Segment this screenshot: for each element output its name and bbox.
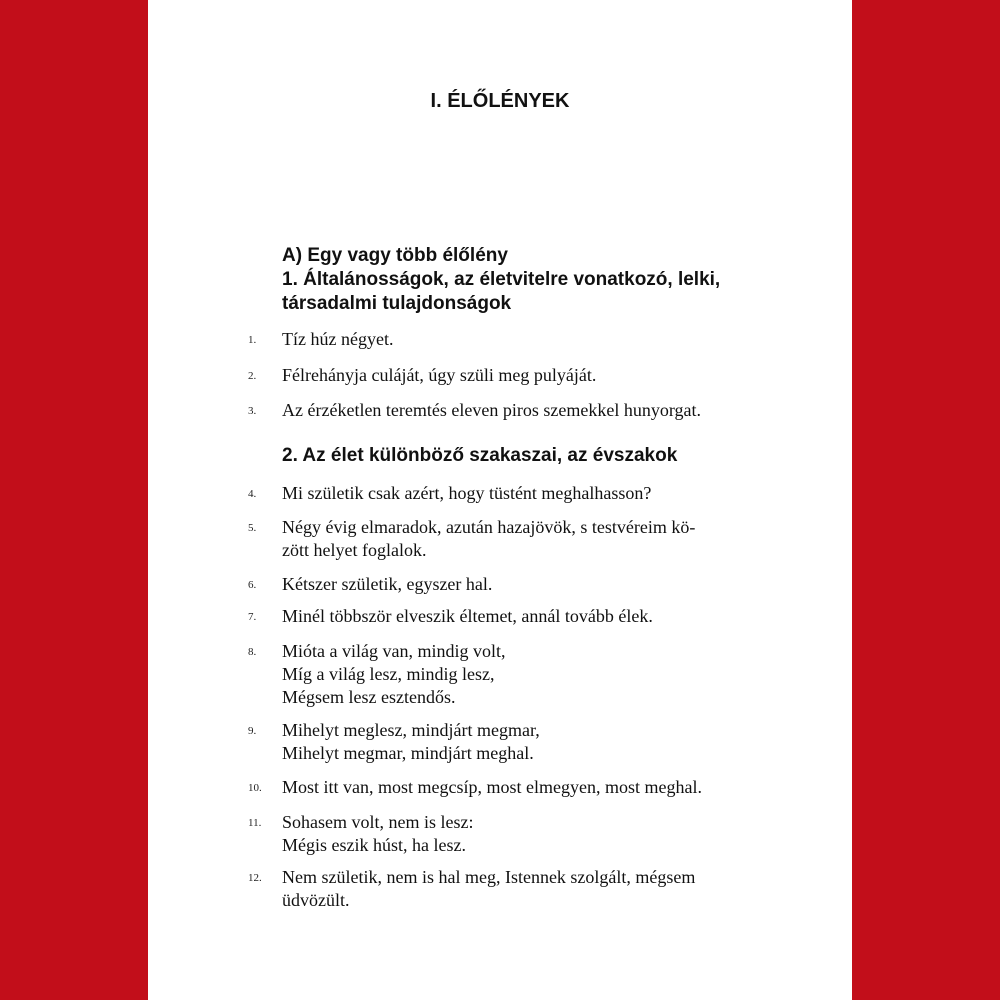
riddle-line: Most itt van, most megcsíp, most elmegyen, most meghal. [282,777,702,797]
riddle-line: Nem születik, nem is hal meg, Istennek szolgált, mégsem [282,867,696,887]
chapter-title: I. ÉLŐLÉNYEK [430,90,570,112]
section-a-title: A) Egy vagy több élőlény [282,245,508,266]
riddle-number: 4. [248,488,257,500]
subsection-1-title: 1. Általánosságok, az életvitelre vonatkozó, lelki, [282,269,721,290]
riddle-line: Mióta a világ van, mindig volt, [282,641,506,661]
riddle-text [282,364,762,387]
riddle-text [282,482,762,505]
section-a-heading [282,244,720,316]
subsection-2-title: 2. Az élet különböző szakaszai, az évszakok [282,445,678,466]
riddle-text [282,399,762,422]
riddle-line: Tíz húz négyet. [282,329,394,349]
book-page [148,0,852,1000]
riddle-line: Sohasem volt, nem is lesz: [282,812,474,832]
riddle-line: Mégis eszik húst, ha lesz. [282,835,466,855]
riddle-line: zött helyet foglalok. [282,540,427,560]
riddle-text [282,328,762,351]
riddle-line: Kétszer születik, egyszer hal. [282,574,493,594]
riddle-line: Mégsem lesz esztendős. [282,687,456,707]
riddle-line: Félrehányja culáját, úgy szüli meg pulyáját. [282,365,597,385]
riddle-number: 9. [248,725,257,737]
left-margin [0,0,148,1000]
right-margin [852,0,1000,1000]
riddle-text [282,573,762,596]
riddle-line: Mihelyt megmar, mindjárt meghal. [282,743,534,763]
riddle-number: 3. [248,405,257,417]
riddle-text [282,640,762,709]
riddle-line: Minél többször elveszik éltemet, annál tovább élek. [282,606,653,626]
riddle-text [282,719,762,765]
riddle-number: 5. [248,522,257,534]
riddle-line: Mihelyt meglesz, mindjárt megmar, [282,720,540,740]
riddle-number: 2. [248,370,257,382]
riddle-number: 12. [248,872,262,884]
riddle-number: 11. [248,817,262,829]
riddle-line: üdvözült. [282,890,350,910]
riddle-line: Az érzéketlen teremtés eleven piros szemekkel hunyorgat. [282,400,701,420]
riddle-text [282,776,762,799]
riddle-text [282,605,762,628]
riddle-number: 10. [248,782,262,794]
riddle-text [282,516,762,562]
subsection-1-title-cont: társadalmi tulajdonságok [282,293,512,314]
riddle-text [282,811,762,857]
riddle-line: Míg a világ lesz, mindig lesz, [282,664,495,684]
riddle-number: 7. [248,611,257,623]
riddle-line: Négy évig elmaradok, azután hazajövök, s testvéreim kö- [282,517,696,537]
riddle-text [282,866,762,912]
riddle-number: 6. [248,579,257,591]
riddle-line: Mi születik csak azért, hogy tüstént meghalhasson? [282,483,652,503]
subsection-2-heading [282,444,677,468]
riddle-number: 8. [248,646,257,658]
riddle-number: 1. [248,334,257,346]
